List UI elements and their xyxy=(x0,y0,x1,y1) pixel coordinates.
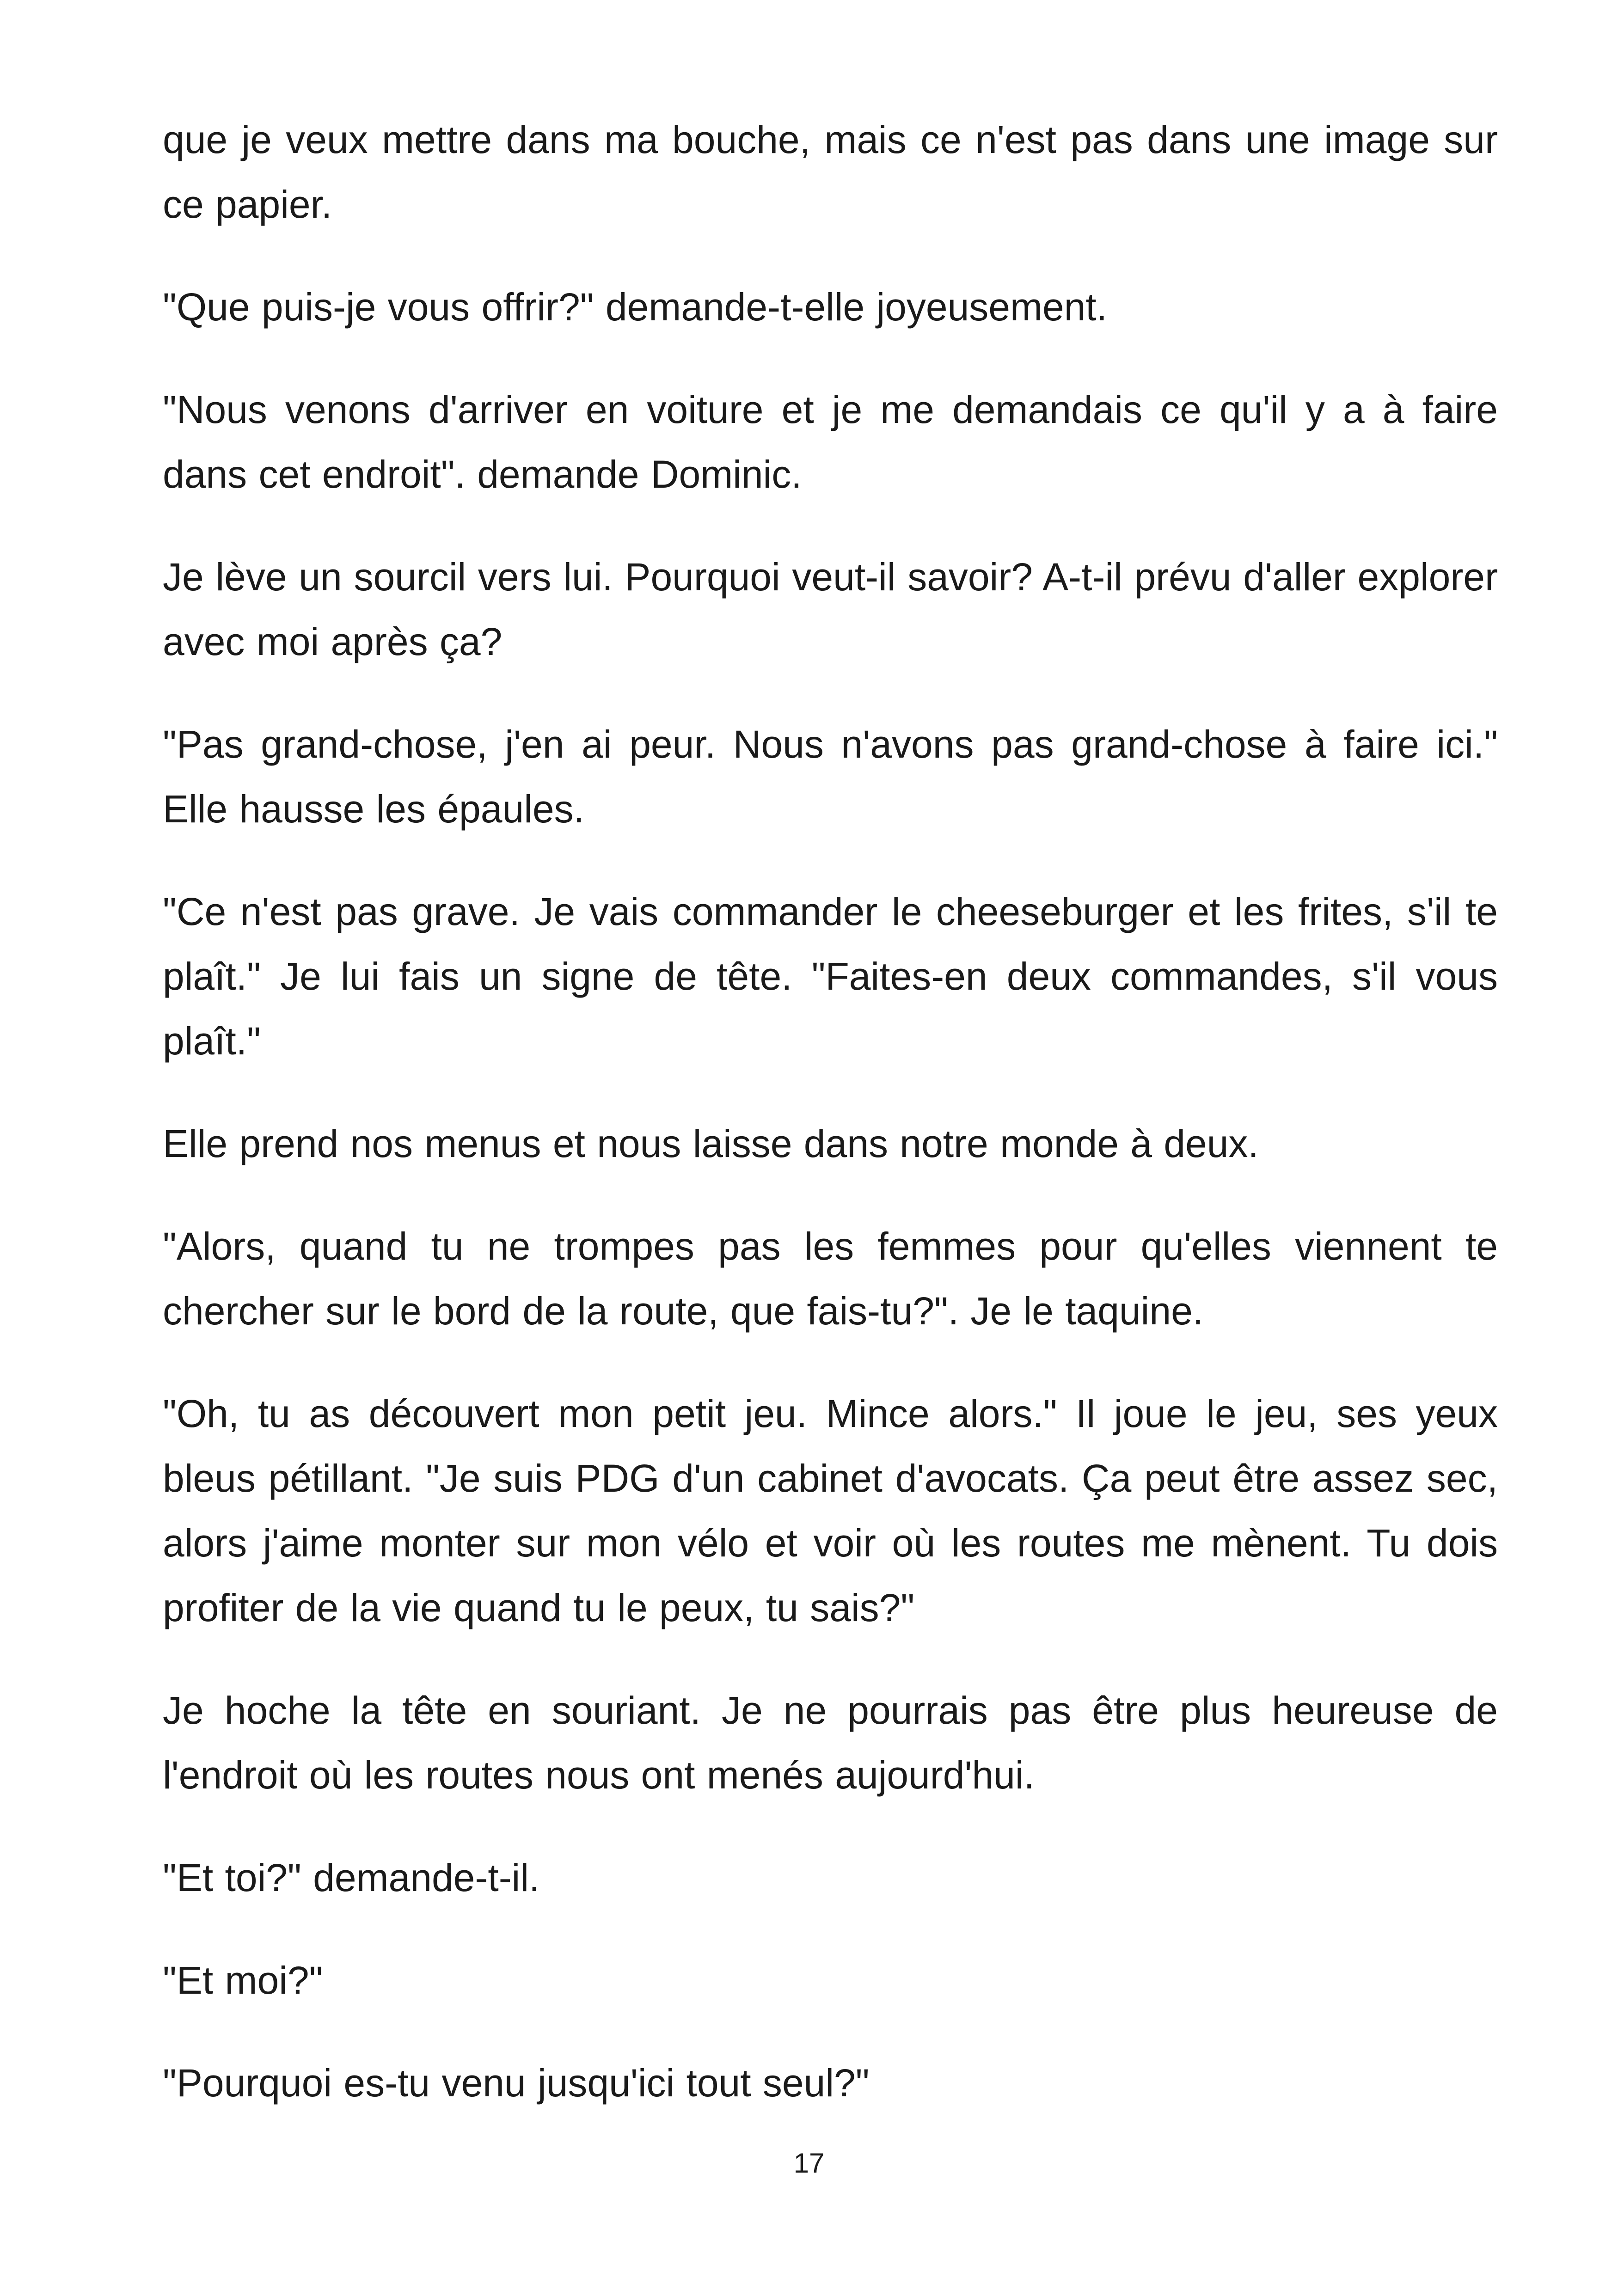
paragraph-2: "Que puis-je vous offrir?" demande-t-elle joyeusement. xyxy=(163,285,1108,329)
page-number: 17 xyxy=(793,2148,825,2179)
paragraph-12: "Et moi?" xyxy=(163,1959,323,2002)
paragraph-10: Je hoche la tête en souriant. Je ne pourrais pas être plus heureuse de l'endroit où les routes nous ont menés aujourd'hui. xyxy=(163,1689,1498,1797)
paragraph-1: que je veux mettre dans ma bouche, mais ce n'est pas dans une image sur ce papier. xyxy=(163,118,1498,226)
body-text xyxy=(163,107,1498,2115)
paragraph-6: "Ce n'est pas grave. Je vais commander le cheeseburger et les frites, s'il te plaît." Je lui fais un signe de tête. "Faites-en deux commandes, s'il vous plaît." xyxy=(163,890,1498,1063)
paragraph-8: "Alors, quand tu ne trompes pas les femmes pour qu'elles viennent te chercher sur le bord de la route, que fais-tu?". Je le taquine. xyxy=(163,1225,1498,1333)
paragraph-11: "Et toi?" demande-t-il. xyxy=(163,1856,540,1899)
paragraph-4: Je lève un sourcil vers lui. Pourquoi veut-il savoir? A-t-il prévu d'aller explorer avec moi après ça? xyxy=(163,555,1498,663)
paragraph-7: Elle prend nos menus et nous laisse dans notre monde à deux. xyxy=(163,1122,1259,1165)
paragraph-9: "Oh, tu as découvert mon petit jeu. Mince alors." Il joue le jeu, ses yeux bleus pétillant. "Je suis PDG d'un cabinet d'avocats. Ça peut être assez sec, alors j'aime monter sur mon vélo et voir où les routes me mènent. Tu dois profiter de la vie quand tu le peux, tu sais?" xyxy=(163,1392,1498,1629)
paragraph-3: "Nous venons d'arriver en voiture et je me demandais ce qu'il y a à faire dans cet endroit". demande Dominic. xyxy=(163,388,1498,496)
paragraph-5: "Pas grand-chose, j'en ai peur. Nous n'avons pas grand-chose à faire ici." Elle hausse les épaules. xyxy=(163,722,1498,831)
paragraph-13: "Pourquoi es-tu venu jusqu'ici tout seul?" xyxy=(163,2061,870,2105)
